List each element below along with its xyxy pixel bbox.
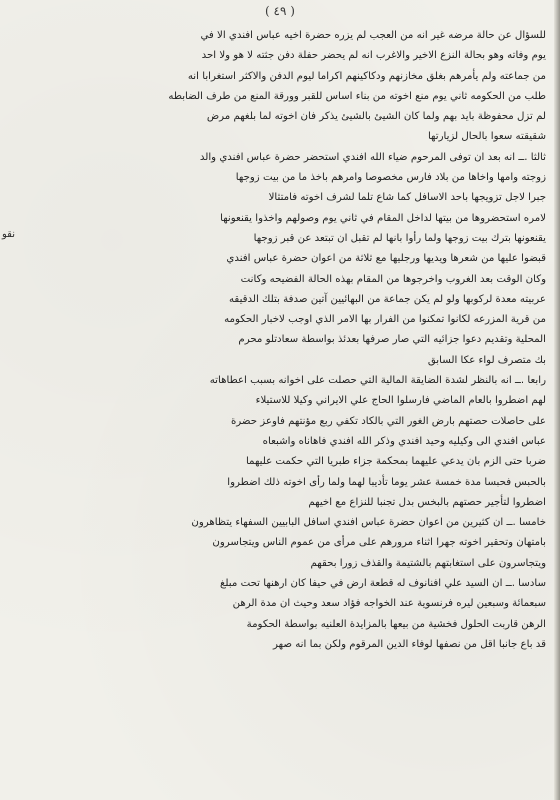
text-line: وكان الوقت بعد الغروب واخرجوها من المقام بهذه الحالة الفضيحه وكانت	[240, 273, 546, 285]
page-binding-edge	[554, 0, 560, 800]
text-line: سبعمائة وسبعين ليره فرنسوية عند الخواجه فؤاد سعد وحيث ان مدة الرهن	[232, 598, 546, 610]
text-line: لامره استحضروها من بيتها لداخل المقام في ثاني يوم وصولهم واخذوا يقنعونها	[220, 212, 546, 224]
text-line	[12, 655, 546, 675]
text-line: خامسا .ــ ان كثيرين من اعوان حضرة عباس افندي اسافل البابيين السفهاء يتظاهرون	[191, 517, 546, 529]
text-line: عباس افندي الى وكيليه وحيد افندي وذكر الله افندي فاهاناه واشبعاه	[262, 435, 546, 447]
text-line: من جماعته ولم يأمرهم بغلق مخازنهم ودكاكينهم اكراما ليوم الدفن والاكثر استغرابا انه	[187, 70, 546, 82]
page-number: ( ٤٩ )	[265, 4, 295, 18]
text-line	[12, 696, 546, 716]
text-line: للسؤال عن حالة مرضه غير انه من العجب لم يزره حضرة اخيه عباس افندي الا في	[200, 30, 546, 41]
text-line: لهم اضطروا بالعام الماضي فارسلوا الحاج علي الايراني وكيلا للاستيلاء	[255, 395, 546, 407]
text-line	[12, 716, 546, 736]
text-line: ثالثا .ــ انه بعد ان توفى المرحوم ضياء الله افندي استحضر حضرة عباس افندي والد	[199, 151, 546, 163]
text-line: يقنعونها بترك بيت زوجها ولما رأوا بانها لم تقبل ان تبتعد عن قبر زوجها	[253, 232, 546, 244]
text-line: اضطروا لتأجير حصتهم بالبخس بدل تجنبا للنزاع مع اخيهم	[308, 496, 546, 508]
text-line: رابعا .ــ انه بالنظر لشدة الضايقة المالية التي حصلت على اخوانه بسبب اعطاهاته	[209, 375, 546, 387]
text-line: بالحبس فحبسا مدة خمسة عشر يوما تأديبا لهما ولما رأى اخوته ذلك اضطروا	[227, 476, 546, 488]
text-line: بامتهان وتحقير اخوته جهرا اثناء مرورهم على مرأى من عموم الناس ويتجاسرون	[212, 537, 546, 549]
text-line: على حاصلات حصتهم بارض الغور التي بالكاد تكفي ربع مؤنتهم فاوعز حضرة	[230, 415, 546, 427]
text-line: ضربا حتى الزم بان يدعي عليهما بمحكمة جزاء طبريا التي حكمت عليهما	[245, 456, 546, 468]
text-line: المحلية وتقديم دعوا جزائيه التي صار صرفها بعدئذ بواسطة سعادتلو محرم	[238, 334, 546, 346]
text-line: بك متصرف لواء عكا السابق	[427, 354, 546, 366]
text-line: من قرية المزرعه لكانوا تمكنوا من الفرار بها الامر الذي اوجب لاخبار الحكومه	[224, 314, 546, 326]
text-line: طلب من الحكومه ثاني يوم منع اخوته من بناء اساس للقبر وورقة المنع من طرف الضابطه	[168, 90, 546, 102]
text-line: يوم وفاته وهو بحالة النزع الاخير والاغرب انه لم يحضر حفلة دفن جثته لا هو ولا احد	[201, 50, 546, 62]
text-line: الرهن قاربت الحلول فخشية من بيعها بالمزايدة العلنيه بواسطة الحكومة	[246, 618, 546, 630]
text-line: زوجته وامها واخاها من بلاد فارس مخصوصا وامرهم باخذ ما من بيت زوجها	[235, 172, 546, 184]
text-line	[12, 676, 546, 696]
document-body-text	[12, 26, 546, 797]
text-line	[12, 736, 546, 756]
text-line	[12, 757, 546, 777]
text-line: قد باع جانبا اقل من نصفها لوفاء الدين المرقوم ولكن بما انه صهر	[273, 638, 546, 650]
text-line	[12, 777, 546, 797]
text-line: ويتجاسرون على استغابتهم بالشتيمة والقذف زورا بحقهم	[310, 557, 546, 569]
text-line: لم تزل محفوظة بايد بهم ولما كان الشيئ بالشيئ يذكر فان اخوته لما بلغهم مرض	[206, 111, 546, 123]
margin-note: نقو	[2, 229, 16, 240]
text-line: جبرا لاجل تزويجها باحد الاسافل كما شاع تلما لشرف اخوته فامتثالا	[268, 192, 546, 204]
text-line: قبضوا عليها من شعرها ويديها ورجليها مع ثلاثة من اعوان حضرة عباس افندي	[226, 253, 546, 265]
text-line: عربيته معدة لركوبها ولو لم يكن جماعة من البهائيين آتين صدفة بتلك الدقيقه	[228, 293, 546, 305]
text-line: سادسا .ــ ان السيد علي افنانوف له قطعة ارض في حيفا كان ارهنها تحت مبلغ	[220, 578, 546, 590]
text-line: شقيقته سعوا بالحال لزيارتها	[427, 131, 546, 143]
